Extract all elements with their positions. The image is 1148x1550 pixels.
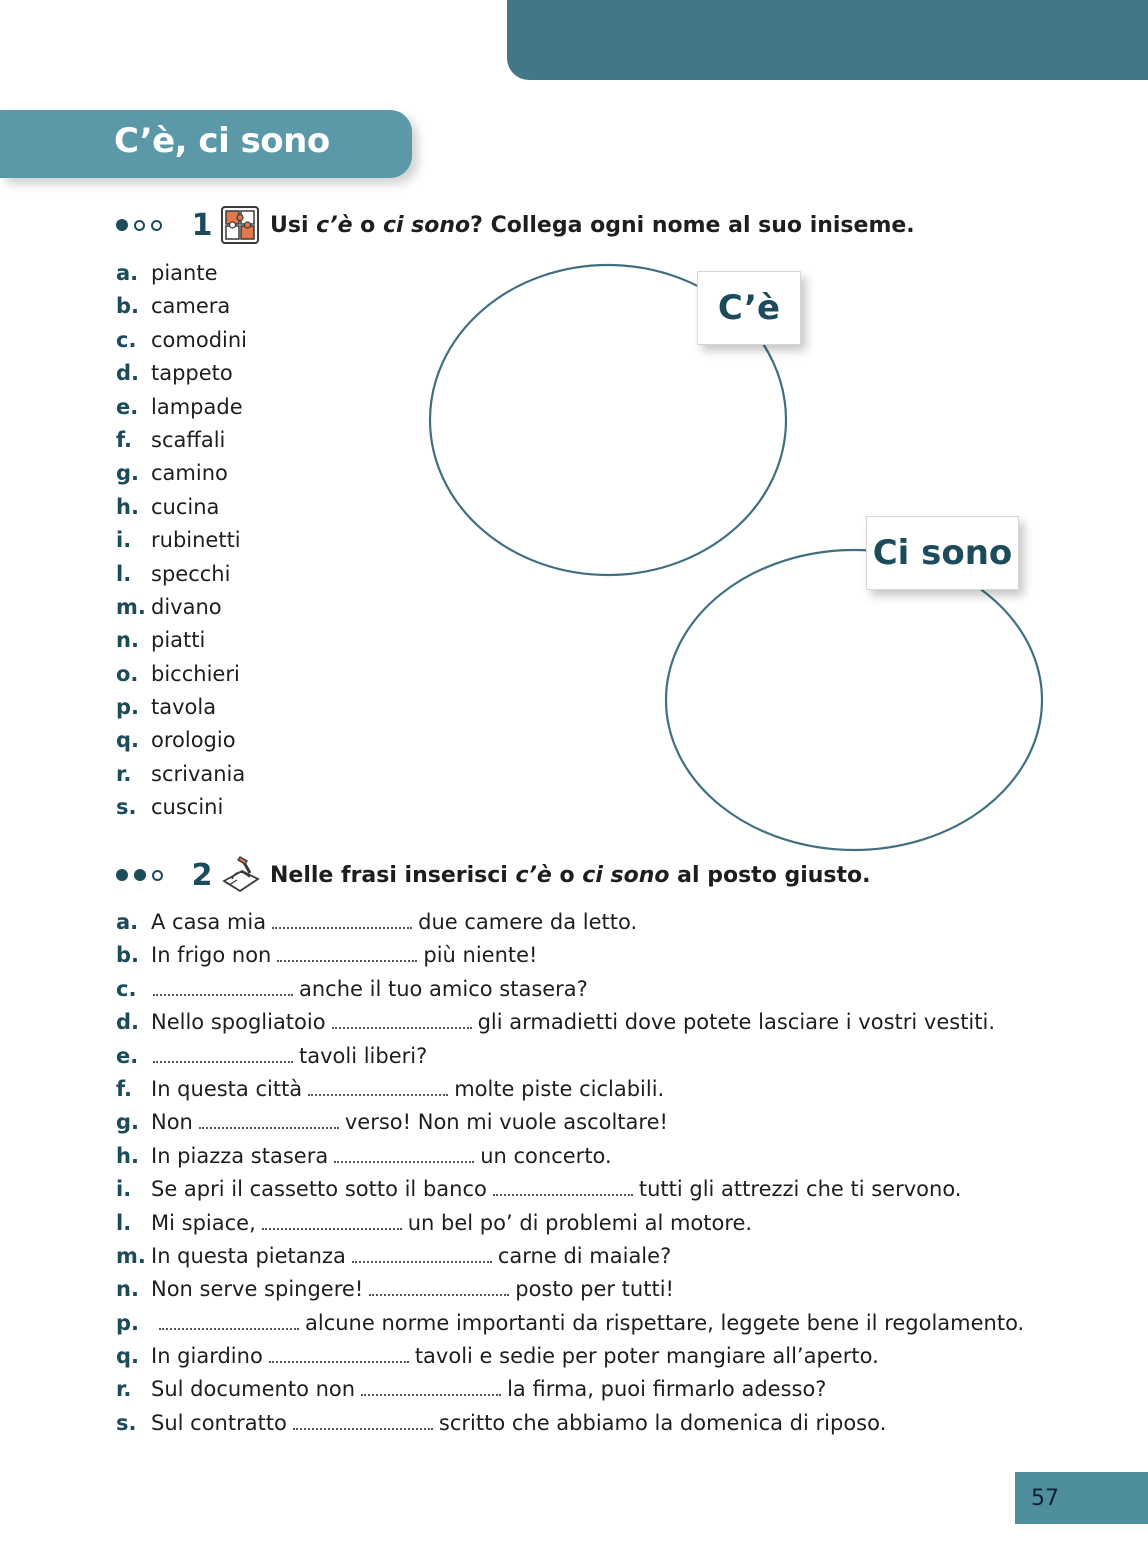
list-item[interactable]: g. camino — [116, 461, 228, 486]
list-item[interactable]: i. rubinetti — [116, 528, 241, 553]
list-item[interactable]: e. lampade — [116, 394, 243, 419]
list-item: f. In questa città molte piste ciclabili. — [116, 1076, 665, 1101]
exercise-number: 1 — [191, 207, 213, 243]
list-item: b. In frigo non più niente! — [116, 943, 538, 968]
list-item[interactable]: c. comodini — [116, 327, 248, 352]
difficulty-dot-empty — [151, 220, 162, 231]
exercise-instruction: Usi c’è o ci sono? Collega ogni nome al suo iniseme. — [270, 212, 915, 238]
set-ci-sono-circle[interactable] — [666, 550, 1042, 850]
list-item[interactable]: o. bicchieri — [116, 661, 240, 686]
list-item: l. Mi spiace, un bel po’ di problemi al motore. — [116, 1210, 753, 1235]
answer-blank[interactable] — [293, 1420, 433, 1430]
answer-blank[interactable] — [361, 1386, 501, 1396]
list-item[interactable]: m. divano — [116, 594, 222, 619]
answer-blank[interactable] — [332, 1019, 472, 1029]
list-item: d. Nello spogliatoio gli armadietti dove potete lasciare i vostri vestiti. — [116, 1010, 996, 1035]
top-header-band — [507, 0, 1148, 80]
writing-hand-icon — [220, 855, 260, 895]
exercise-1-header — [116, 205, 915, 245]
difficulty-indicator — [116, 869, 188, 881]
list-item[interactable]: l. specchi — [116, 561, 231, 586]
difficulty-dot-filled — [116, 219, 128, 231]
difficulty-dot-empty — [134, 220, 145, 231]
answer-blank[interactable] — [153, 986, 293, 996]
answer-blank[interactable] — [369, 1286, 509, 1296]
list-item[interactable]: s. cuscini — [116, 795, 224, 820]
list-item: p. alcune norme importanti da rispettare, leggete bene il regolamento. — [116, 1310, 1025, 1335]
page-title: C’è, ci sono — [114, 121, 330, 161]
answer-blank[interactable] — [493, 1186, 633, 1196]
answer-blank[interactable] — [308, 1086, 448, 1096]
exercise-number: 2 — [191, 857, 213, 893]
list-item[interactable]: r. scrivania — [116, 761, 246, 786]
exercise-instruction: Nelle frasi inserisci c’è o ci sono al posto giusto. — [270, 862, 871, 888]
list-item[interactable]: n. piatti — [116, 628, 206, 653]
list-item: q. In giardino tavoli e sedie per poter mangiare all’aperto. — [116, 1344, 879, 1369]
list-item[interactable]: b. camera — [116, 294, 231, 319]
answer-blank[interactable] — [159, 1320, 299, 1330]
difficulty-dot-empty — [152, 870, 163, 881]
puzzle-icon — [220, 205, 260, 245]
list-item[interactable]: d. tappeto — [116, 361, 233, 386]
list-item: e. tavoli liberi? — [116, 1043, 428, 1068]
set-label-ci-sono: Ci sono — [866, 516, 1019, 590]
list-item: n. Non serve spingere! posto per tutti! — [116, 1277, 674, 1302]
answer-blank[interactable] — [277, 952, 417, 962]
list-item: g. Non verso! Non mi vuole ascoltare! — [116, 1110, 668, 1135]
answer-blank[interactable] — [262, 1220, 402, 1230]
page-number: 57 — [1015, 1472, 1148, 1524]
word-list — [116, 257, 247, 825]
answer-blank[interactable] — [199, 1119, 339, 1129]
answer-blank[interactable] — [269, 1353, 409, 1363]
list-item: s. Sul contratto scritto che abbiamo la domenica di riposo. — [116, 1410, 887, 1435]
list-item: i. Se apri il cassetto sotto il banco tutti gli attrezzi che ti servono. — [116, 1177, 962, 1202]
list-item: c. anche il tuo amico stasera? — [116, 976, 588, 1001]
difficulty-dot-filled — [134, 869, 146, 881]
list-item: h. In piazza stasera un concerto. — [116, 1143, 612, 1168]
sentence-list — [116, 906, 1024, 1440]
difficulty-indicator — [116, 219, 188, 231]
list-item: r. Sul documento non la firma, puoi firmarlo adesso? — [116, 1377, 827, 1402]
list-item: a. A casa mia due camere da letto. — [116, 910, 638, 934]
list-item[interactable]: f. scaffali — [116, 427, 226, 452]
exercise-2-header — [116, 855, 871, 895]
set-label-ce: C’è — [697, 271, 801, 345]
answer-blank[interactable] — [352, 1253, 492, 1263]
list-item[interactable]: h. cucina — [116, 494, 220, 519]
list-item[interactable]: q. orologio — [116, 728, 236, 753]
answer-blank[interactable] — [334, 1153, 474, 1163]
list-item[interactable]: p. tavola — [116, 695, 217, 720]
difficulty-dot-filled — [116, 869, 128, 881]
answer-blank[interactable] — [153, 1053, 293, 1063]
list-item: m. In questa pietanza carne di maiale? — [116, 1243, 672, 1268]
list-item[interactable]: a. piante — [116, 261, 218, 285]
answer-blank[interactable] — [272, 919, 412, 929]
